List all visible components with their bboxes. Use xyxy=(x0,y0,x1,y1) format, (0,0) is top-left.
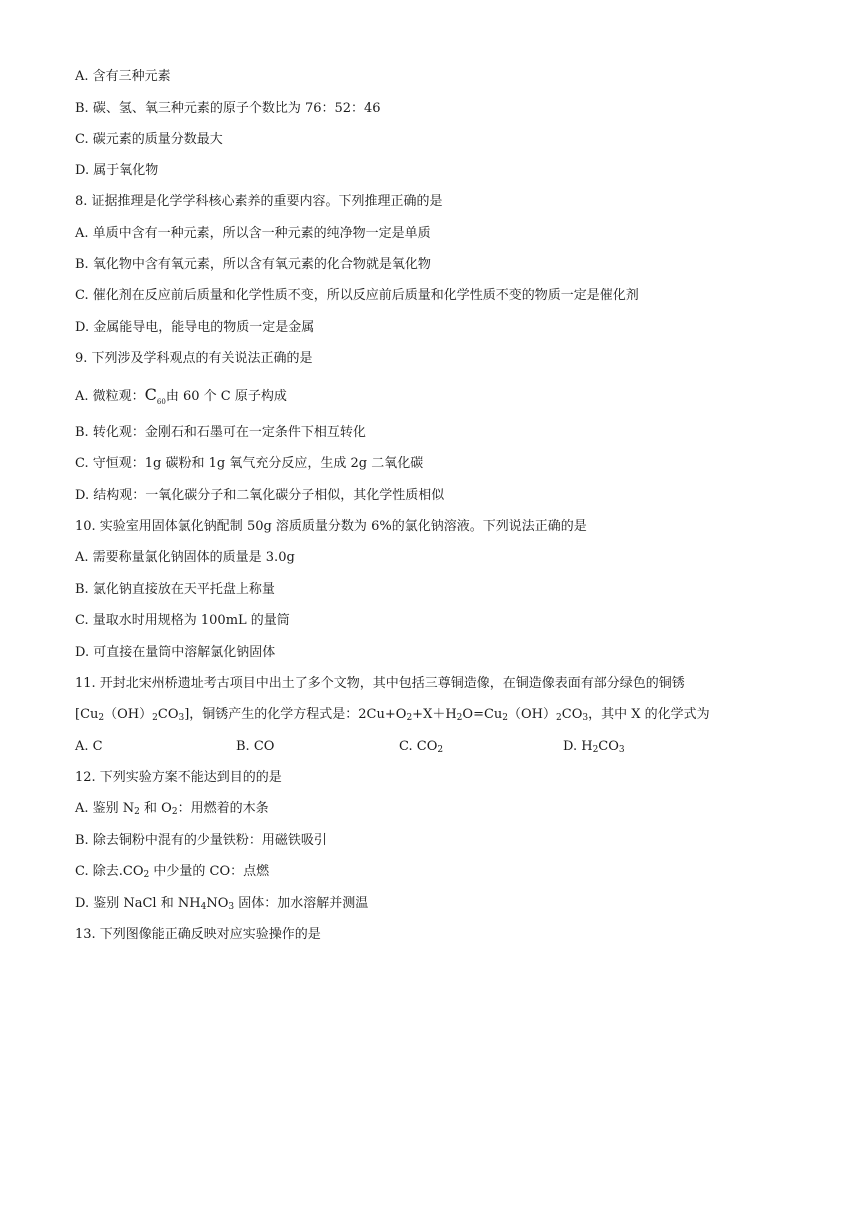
q12-option-c xyxy=(75,864,269,880)
q10-option-d: D. 可直接在量筒中溶解氯化钠固体 xyxy=(75,645,276,660)
q9-option-a xyxy=(75,387,287,405)
q9-stem: 9. 下列涉及学科观点的有关说法正确的是 xyxy=(75,351,313,366)
subscript: 3 xyxy=(618,745,625,755)
q12-option-d xyxy=(75,896,368,912)
q11-stem-line-1: 11. 开封北宋州桥遗址考古项目中出土了多个文物，其中包括三尊铜造像，在铜造像表面有部分绿色的铜锈 xyxy=(75,676,685,691)
q12-text: C. 除去.CO xyxy=(75,864,144,879)
q11-options xyxy=(75,739,775,755)
q11-text: [Cu xyxy=(75,707,99,722)
subscript: 3 xyxy=(228,902,235,912)
q8-option-b: B. 氧化物中含有氧元素，所以含有氧元素的化合物就是氧化物 xyxy=(75,257,431,272)
subscript: 4 xyxy=(200,902,207,912)
subscript: 2 xyxy=(406,713,413,723)
c60-formula xyxy=(145,385,166,404)
c60-symbol: C xyxy=(144,385,157,404)
q10-option-a: A. 需要称量氯化钠固体的质量是 3.0g xyxy=(75,550,295,565)
q8-option-d: D. 金属能导电，能导电的物质一定是金属 xyxy=(75,320,315,335)
q9-option-b: B. 转化观：金刚石和石墨可在一定条件下相互转化 xyxy=(75,425,366,440)
q9-option-d: D. 结构观：一氧化碳分子和二氧化碳分子相似，其化学性质相似 xyxy=(75,488,445,503)
q12-text: ：用燃着的木条 xyxy=(177,801,269,816)
q7-option-d: D. 属于氧化物 xyxy=(75,163,159,178)
q11-option-d-text: CO xyxy=(598,739,619,754)
subscript: 2 xyxy=(502,713,509,723)
q12-text: A. 鉴别 N xyxy=(75,801,135,816)
q11-text: CO xyxy=(157,707,179,722)
q11-text: ]，铜锈产生的化学方程式是：2Cu+O xyxy=(184,707,407,722)
subscript: 3 xyxy=(178,713,185,723)
q7-option-c: C. 碳元素的质量分数最大 xyxy=(75,132,223,147)
subscript: 3 xyxy=(582,713,589,723)
q11-option-d xyxy=(563,739,625,755)
subscript: 2 xyxy=(152,713,158,723)
subscript: 2 xyxy=(456,713,463,723)
q10-option-b: B. 氯化钠直接放在天平托盘上称量 xyxy=(75,582,275,597)
q11-text: （OH） xyxy=(104,707,153,722)
q12-text: D. 鉴别 NaCl 和 NH xyxy=(75,896,201,911)
q12-text: 和 O xyxy=(139,801,172,816)
q12-text: 中少量的 CO：点燃 xyxy=(149,864,270,879)
q11-option-c xyxy=(399,739,443,755)
subscript: 2 xyxy=(556,713,562,723)
q11-text: O=Cu xyxy=(462,707,503,722)
subscript: 2 xyxy=(134,807,140,817)
q11-text: +X＋H xyxy=(412,707,457,722)
q11-option-a: A. C xyxy=(75,739,103,754)
q13-stem: 13. 下列图像能正确反映对应实验操作的是 xyxy=(75,927,321,942)
q8-stem: 8. 证据推理是化学学科核心素养的重要内容。下列推理正确的是 xyxy=(75,194,443,209)
subscript: 2 xyxy=(143,870,150,880)
subscript: 2 xyxy=(437,745,444,755)
q9-option-a-prefix: A. 微粒观： xyxy=(75,389,145,404)
q11-text: ，其中 X 的化学式为 xyxy=(588,707,710,722)
q11-stem-line-2 xyxy=(75,707,710,723)
q7-option-b: B. 碳、氢、氧三种元素的原子个数比为 76：52：46 xyxy=(75,101,381,116)
subscript: 2 xyxy=(171,807,178,817)
q8-option-c: C. 催化剂在反应前后质量和化学性质不变，所以反应前后质量和化学性质不变的物质一定是催化剂 xyxy=(75,288,639,303)
q9-option-a-suffix: 由 60 个 C 原子构成 xyxy=(165,389,287,404)
q10-option-c: C. 量取水时用规格为 100mL 的量筒 xyxy=(75,613,290,628)
q11-option-c-text: C. CO xyxy=(399,739,438,754)
q11-text: CO xyxy=(561,707,583,722)
q12-text: 固体：加水溶解并测温 xyxy=(234,896,369,911)
q7-option-a: A. 含有三种元素 xyxy=(75,69,171,84)
q9-option-c: C. 守恒观：1g 碳粉和 1g 氧气充分反应，生成 2g 二氧化碳 xyxy=(75,456,424,471)
q8-option-a: A. 单质中含有一种元素，所以含一种元素的纯净物一定是单质 xyxy=(75,226,431,241)
q12-stem: 12. 下列实验方案不能达到目的的是 xyxy=(75,770,282,785)
c60-subscript: 60 xyxy=(156,398,166,406)
q12-text: NO xyxy=(206,896,229,911)
q12-option-b: B. 除去铜粉中混有的少量铁粉：用磁铁吸引 xyxy=(75,833,327,848)
subscript: 2 xyxy=(98,713,105,723)
q11-option-d-text: D. H xyxy=(563,739,593,754)
q12-option-a xyxy=(75,801,269,817)
q11-option-b: B. CO xyxy=(236,739,275,754)
q10-stem: 10. 实验室用固体氯化钠配制 50g 溶质质量分数为 6%的氯化钠溶液。下列说法正确的是 xyxy=(75,519,587,534)
q11-text: （OH） xyxy=(508,707,557,722)
subscript: 2 xyxy=(592,745,599,755)
